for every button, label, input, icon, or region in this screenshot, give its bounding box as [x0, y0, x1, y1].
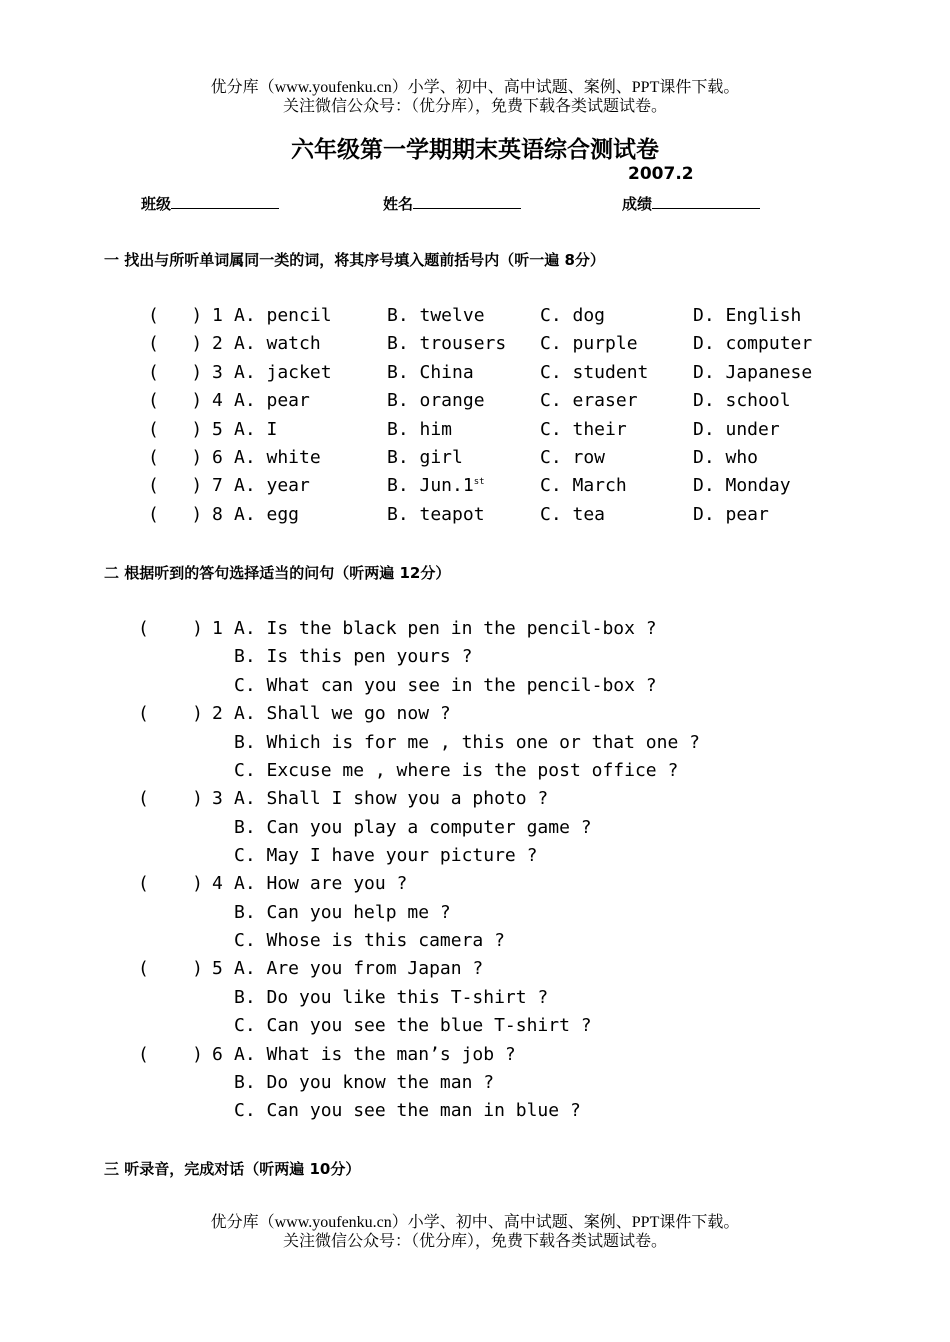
section-2-heading: 二 根据听到的答句选择适当的问句（听两遍 12分） [104, 564, 451, 582]
question-number: 7 [212, 475, 223, 497]
class-label: 班级 [141, 195, 172, 213]
question-row [0, 475, 950, 503]
option-a: A. Shall I show you a photo ? [234, 788, 549, 810]
footer-line-2: 关注微信公众号：（优分库），免费下载各类试题试卷。 [282, 1233, 667, 1250]
question-number: 6 [212, 447, 223, 468]
option-a: A. Are you from Japan ? [234, 958, 484, 980]
answer-blank[interactable]: ( ) [138, 703, 204, 725]
question-option-row [0, 817, 950, 845]
question-number: 5 [212, 958, 223, 980]
question-option-row [0, 1072, 950, 1100]
question-number: 1 [212, 305, 223, 326]
answer-blank[interactable]: ( ) [148, 361, 203, 383]
option-b: B. China [387, 361, 474, 383]
option-b: B. Is this pen yours ? [234, 646, 473, 668]
option-c: C. Can you see the man in blue ? [234, 1100, 581, 1122]
option-c: C. their [540, 418, 627, 440]
option-d: D. English [693, 305, 802, 326]
question-option-row [0, 987, 950, 1015]
option-c: C. row [540, 447, 606, 468]
question-row [0, 419, 950, 447]
answer-blank[interactable]: ( ) [148, 305, 203, 326]
question-number: 8 [212, 503, 223, 525]
answer-blank[interactable]: ( ) [148, 418, 203, 440]
option-b: B. Do you know the man ? [234, 1071, 495, 1093]
section-1-heading: 一 找出与所听单词属同一类的词，将其序号填入题前括号内（听一遍 8分） [104, 251, 605, 269]
exam-date: 2007.2 [628, 164, 694, 184]
answer-blank[interactable]: ( ) [148, 475, 203, 497]
option-a: A. pear [234, 390, 310, 412]
option-b-suffix: st [473, 477, 485, 488]
option-b: B. teapot [387, 503, 485, 525]
question-option-row [0, 930, 950, 958]
question-option-row [0, 618, 950, 646]
option-b: B. Can you help me ? [234, 901, 451, 923]
question-option-row [0, 646, 950, 674]
name-label: 姓名 [383, 195, 414, 213]
section-3-heading: 三 听录音，完成对话（听两遍 10分） [104, 1160, 361, 1178]
option-b: B. trousers [387, 333, 507, 355]
score-field[interactable] [622, 193, 760, 214]
option-b: B. Do you like this T-shirt ? [234, 986, 549, 1008]
question-option-row [0, 788, 950, 816]
option-c: C. What can you see in the pencil-box ? [234, 674, 657, 696]
question-row [0, 447, 950, 475]
option-b: B. twelve [387, 305, 485, 326]
option-a: A. What is the man’s job ? [234, 1043, 516, 1065]
question-option-row [0, 873, 950, 901]
answer-blank[interactable]: ( ) [138, 618, 204, 639]
answer-blank[interactable]: ( ) [148, 390, 203, 412]
question-number: 5 [212, 418, 223, 440]
option-c: C. Excuse me , where is the post office ? [234, 759, 679, 781]
score-label: 成绩 [622, 195, 653, 213]
question-option-row [0, 845, 950, 873]
option-b: B. him [387, 418, 453, 440]
option-a: A. watch [234, 333, 321, 355]
question-row [0, 333, 950, 361]
option-b: B. Which is for me , this one or that one ? [234, 731, 700, 753]
question-option-row [0, 958, 950, 986]
answer-blank[interactable]: ( ) [138, 788, 204, 810]
option-b: B. Can you play a computer game ? [234, 816, 592, 838]
name-field[interactable] [383, 193, 521, 214]
option-a: A. How are you ? [234, 873, 408, 895]
answer-blank[interactable]: ( ) [148, 333, 203, 355]
option-a: A. I [234, 418, 278, 440]
question-number: 4 [212, 390, 223, 412]
answer-blank[interactable]: ( ) [138, 873, 204, 895]
option-c: C. Can you see the blue T-shirt ? [234, 1015, 592, 1037]
question-number: 4 [212, 873, 223, 895]
option-d: D. under [693, 418, 780, 440]
option-a: A. Is the black pen in the pencil-box ? [234, 618, 657, 639]
option-c: C. dog [540, 305, 606, 326]
question-option-row [0, 1100, 950, 1128]
option-c: C. eraser [540, 390, 638, 412]
option-c: C. Whose is this camera ? [234, 930, 505, 952]
answer-blank[interactable]: ( ) [148, 447, 203, 468]
answer-blank[interactable]: ( ) [138, 958, 204, 980]
footer-line-1: 优分库（www.youfenku.cn）小学、初中、高中试题、案例、PPT课件下载。 [210, 1214, 740, 1231]
option-c: C. tea [540, 503, 606, 525]
question-option-row [0, 732, 950, 760]
option-d: D. computer [693, 333, 813, 355]
option-c: C. purple [540, 333, 638, 355]
question-number: 3 [212, 361, 223, 383]
question-number: 3 [212, 788, 223, 810]
question-row [0, 362, 950, 390]
option-a: A. Shall we go now ? [234, 703, 451, 725]
header-line-2: 关注微信公众号：（优分库），免费下载各类试题试卷。 [282, 98, 667, 115]
option-d: D. school [693, 390, 791, 412]
option-b: B. girl [387, 447, 463, 468]
question-option-row [0, 1015, 950, 1043]
question-option-row [0, 760, 950, 788]
option-b: B. orange [387, 390, 485, 412]
question-option-row [0, 703, 950, 731]
option-c: C. student [540, 361, 649, 383]
question-row [0, 504, 950, 532]
question-number: 6 [212, 1043, 223, 1065]
option-b: B. Jun.1st [387, 475, 485, 497]
option-a: A. jacket [234, 361, 332, 383]
question-option-row [0, 1044, 950, 1072]
question-row [0, 390, 950, 418]
question-number: 2 [212, 333, 223, 355]
class-field[interactable] [141, 193, 279, 214]
option-a: A. egg [234, 503, 300, 525]
question-number: 1 [212, 618, 223, 639]
option-d: D. Japanese [693, 361, 813, 383]
header-line-1: 优分库（www.youfenku.cn）小学、初中、高中试题、案例、PPT课件下载。 [210, 79, 740, 96]
option-a: A. year [234, 475, 310, 497]
option-a: A. white [234, 447, 321, 468]
option-a: A. pencil [234, 305, 332, 326]
option-d: D. who [693, 447, 759, 468]
option-d: D. Monday [693, 475, 791, 497]
question-option-row [0, 902, 950, 930]
option-c: C. March [540, 475, 627, 497]
question-row [0, 305, 950, 333]
option-c: C. May I have your picture ? [234, 845, 538, 866]
question-option-row [0, 675, 950, 703]
question-number: 2 [212, 703, 223, 725]
page-title: 六年级第一学期期末英语综合测试卷 [291, 137, 659, 163]
answer-blank[interactable]: ( ) [138, 1043, 204, 1065]
option-d: D. pear [693, 503, 769, 525]
answer-blank[interactable]: ( ) [148, 503, 203, 525]
